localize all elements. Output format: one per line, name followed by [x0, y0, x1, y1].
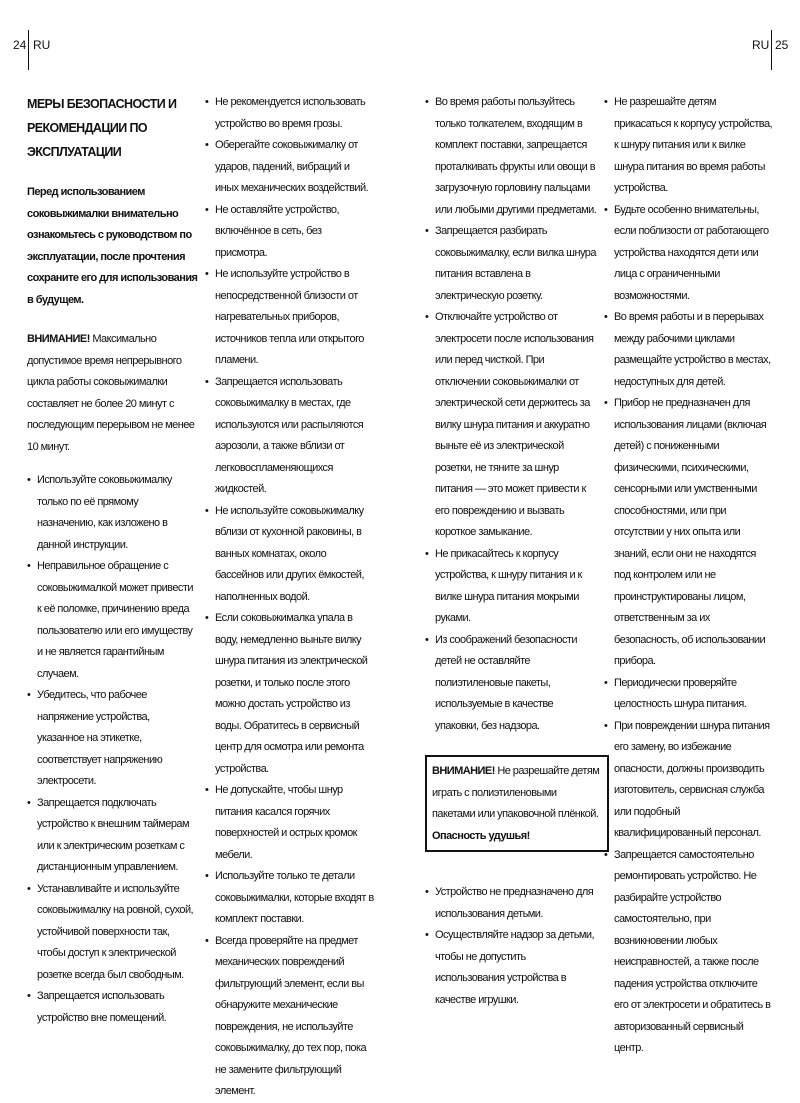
list-item: • Не прикасайтесь к корпусу устройства, к шнуру питания и к вилке шнура питания мокрыми руками. — [425, 544, 597, 630]
bullet-list-col1 — [27, 470, 199, 1029]
right-page-number: 25 — [775, 38, 789, 52]
list-item: • Устанавливайте и используйте соковыжималку на ровной, сухой, устойчивой поверхности так, чтобы доступ к электрической розетке всегда был свободным. — [27, 879, 199, 987]
list-item: • Не рекомендуется использовать устройство во время грозы. — [205, 92, 375, 135]
list-item: • При повреждении шнура питания его замену, во избежание опасности, должны производить изготовитель, сервисная служба или подобный квалифицированный персонал. — [604, 716, 774, 845]
list-item: • Запрещается подключать устройство к внешним таймерам или к электрическим розеткам с дистанционным управлением. — [27, 793, 199, 879]
list-item: • Используйте только те детали соковыжималки, которые входят в комплект поставки. — [205, 866, 375, 931]
list-item: • Во время работы и в перерывах между рабочими циклами размещайте устройство в местах, недоступных для детей. — [604, 307, 774, 393]
list-item: • Запрещается использовать устройство вне помещений. — [27, 986, 199, 1029]
bullet-list-col3-b — [425, 882, 597, 1011]
box-warning-text: Не разрешайте детям играть с полиэтиленовыми пакетами или упаковочной плёнкой. — [432, 765, 600, 820]
column-4 — [604, 92, 774, 1060]
intro-paragraph: Перед использованием соковыжималки внимательно ознакомьтесь с руководством по эксплуатации, после прочтения сохраните его для использования в будущем. — [27, 186, 198, 306]
bullet-list-col3 — [425, 92, 597, 737]
list-item: • Осуществляйте надзор за детьми, чтобы не допустить использования устройства в качестве игрушки. — [425, 925, 597, 1011]
list-item: • Оберегайте соковыжималку от ударов, падений, вибраций и иных механических воздействий. — [205, 135, 375, 200]
suffocation-warning: Опасность удушья! — [432, 829, 530, 842]
column-2 — [205, 92, 375, 1103]
bullet-list-col2 — [205, 92, 375, 1103]
box-warning-label: ВНИМАНИЕ! — [432, 765, 495, 777]
warning-text: Максимально допустимое время непрерывного цикла работы соковыжималки составляет не более 20 минут с последующим перерывом не менее 10 минут. — [27, 333, 195, 453]
list-item: • Не оставляйте устройство, включённое в сеть, без присмотра. — [205, 200, 375, 265]
left-language-label: RU — [33, 38, 51, 52]
list-item: • Используйте соковыжималку только по её прямому назначению, как изложено в данной инструкции. — [27, 470, 199, 556]
list-item: • Запрещается использовать соковыжималку в местах, где используются или распыляются аэрозоли, а также вблизи от легковоспламеняющихся жидкостей. — [205, 372, 375, 501]
list-item: • Всегда проверяйте на предмет механических повреждений фильтрующий элемент, если вы обнаружите механические повреждения, не используйте соковыжималку, до тех пор, пока не замените фильтрующий элемент. — [205, 931, 375, 1103]
section-title: МЕРЫ БЕЗОПАСНОСТИ И РЕКОМЕНДАЦИИ ПО ЭКСПЛУАТАЦИИ — [27, 97, 177, 159]
list-item: • Запрещается самостоятельно ремонтировать устройство. Не разбирайте устройство самостоятельно, при возникновении любых неисправностей, а также после падения устройства отключите его от электросети и обратитесь в авторизованный сервисный центр. — [604, 845, 774, 1060]
list-item: • Периодически проверяйте целостность шнура питания. — [604, 673, 774, 716]
right-language-label: RU — [752, 38, 770, 52]
list-item: • Убедитесь, что рабочее напряжение устройства, указанное на этикетке, соответствует напряжению электросети. — [27, 685, 199, 793]
list-item: • Будьте особенно внимательны, если поблизости от работающего устройства находятся дети или лица с ограниченными возможностями. — [604, 200, 774, 308]
list-item: • Если соковыжималка упала в воду, немедленно выньте вилку шнура питания из электрической розетки, и только после этого можно достать устройство из воды. Обратитесь в сервисный центр для осмотра или ремонта устройства. — [205, 608, 375, 780]
left-header-divider — [28, 30, 29, 70]
list-item: • Не разрешайте детям прикасаться к корпусу устройства, к шнуру питания или к вилке шнура питания во время работы устройства. — [604, 92, 774, 200]
list-item: • Из соображений безопасности детей не оставляйте полиэтиленовые пакеты, используемые в качестве упаковки, без надзора. — [425, 630, 597, 738]
left-page-number: 24 — [13, 38, 27, 52]
column-1 — [27, 92, 199, 1029]
list-item: • Не используйте устройство в непосредственной близости от нагревательных приборов, источников тепла или открытого пламени. — [205, 264, 375, 372]
list-item: • Отключайте устройство от электросети после использования или перед чисткой. При отключении соковыжималки от электрической сети держитесь за вилку шнура питания и аккуратно выньте её из электрической розетки, не тяните за шнур питания — это может привести к его повреждению и вызвать короткое замыкание. — [425, 307, 597, 544]
list-item: • Прибор не предназначен для использования лицами (включая детей) с пониженными физическими, психическими, сенсорными или умственными способностями, или при отсутствии у них опыта или знаний, если они не находятся под контролем или не проинструктированы лицом, ответственным за их безопасность, об использовании прибора. — [604, 393, 774, 673]
warning-paragraph — [27, 329, 199, 458]
list-item: • Неправильное обращение с соковыжималкой может привести к её поломке, причинению вреда пользователю или его имуществу и не является гарантийным случаем. — [27, 556, 199, 685]
warning-label: ВНИМАНИЕ! — [27, 333, 90, 345]
list-item: • Во время работы пользуйтесь только толкателем, входящим в комплект поставки, запрещается проталкивать фрукты или овощи в загрузочную горловину пальцами или любыми другими предметами. — [425, 92, 597, 221]
warning-box — [425, 755, 609, 852]
list-item: • Не используйте соковыжималку вблизи от кухонной раковины, в ванных комнатах, около бассейнов или других ёмкостей, наполненных водой. — [205, 501, 375, 609]
list-item: • Устройство не предназначено для использования детьми. — [425, 882, 597, 925]
list-item: • Запрещается разбирать соковыжималку, если вилка шнура питания вставлена в электрическую розетку. — [425, 221, 597, 307]
column-3 — [425, 92, 600, 1011]
right-header-divider — [771, 30, 772, 70]
bullet-list-col4 — [604, 92, 774, 1060]
list-item: • Не допускайте, чтобы шнур питания касался горячих поверхностей и острых кромок мебели. — [205, 780, 375, 866]
